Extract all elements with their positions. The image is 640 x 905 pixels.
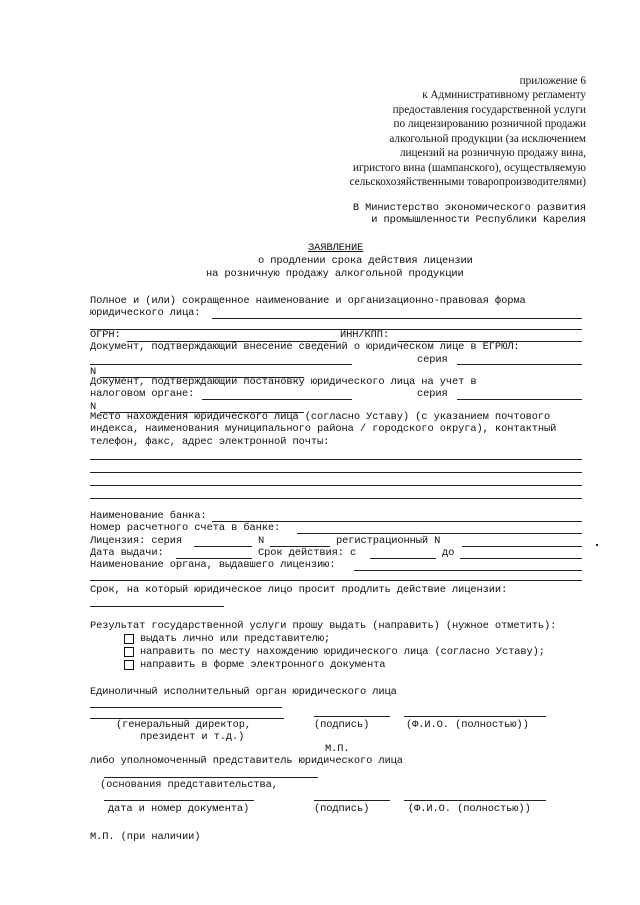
recipient-line: В Министерство экономического развития [352, 202, 586, 214]
ogrn-label: ОГРН: [90, 329, 121, 341]
reg-n-label: регистрационный N [336, 535, 441, 547]
term-label: Срок, на который юридическое лицо просит продлить действие лицензии: [90, 584, 508, 596]
role-caption: (генеральный директор, [116, 719, 251, 731]
issuer-field[interactable] [354, 570, 582, 571]
fio-caption: (Ф.И.О. (полностью)) [408, 803, 531, 815]
bank-label: Наименование банка: [90, 510, 207, 522]
inn-label: ИНН/КПП: [340, 329, 390, 341]
annex-line: приложение 6 [519, 75, 586, 87]
license-series-label: Лицензия: серия [90, 535, 183, 547]
basis-field-2[interactable] [104, 800, 254, 801]
address-label: Место нахождения юридического лица (согласно Уставу) (с указанием почтового [90, 411, 551, 423]
reg-number-field[interactable] [462, 546, 582, 547]
account-label: Номер расчетного счета в банке: [90, 522, 281, 534]
option-checkbox-by-mail[interactable] [124, 647, 134, 657]
annex-line: алкогольной продукции (за исключением [389, 133, 586, 145]
address-field-line[interactable] [90, 459, 582, 460]
basis-caption-cont: дата и номер документа) [108, 803, 250, 815]
account-field[interactable] [297, 533, 582, 534]
fio-caption: (Ф.И.О. (полностью)) [406, 719, 529, 731]
option-checkbox-electronic[interactable] [124, 660, 134, 670]
egrul-series-label: серия [417, 354, 448, 366]
annex-line: лицензий на розничную продажу вина, [399, 147, 586, 159]
address-field-line[interactable] [90, 498, 582, 499]
name-field-line[interactable] [212, 318, 582, 319]
executive-heading: Единоличный исполнительный орган юридического лица [90, 686, 397, 698]
license-series-field[interactable] [194, 546, 252, 547]
option-label: направить в форме электронного документа [140, 659, 386, 671]
tax-label-cont: налоговом органе: [90, 388, 195, 400]
egrul-label: Документ, подтверждающий внесение сведений о юридическом лице в ЕГРЮЛ: [90, 341, 520, 353]
stamp-note: М.П. (при наличии) [90, 831, 201, 843]
annex-line: предоставления государственной услуги [392, 104, 586, 116]
option-label: выдать лично или представителю; [140, 633, 331, 645]
signature-caption: (подпись) [314, 803, 370, 815]
validity-to-field[interactable] [460, 558, 582, 559]
title-subline: о продлении срока действия лицензии [258, 255, 473, 267]
option-checkbox-in-person[interactable] [124, 634, 134, 644]
address-label-cont: индекса, наименования муниципального района / городского округа), контактный [90, 423, 557, 435]
annex-line: сельскохозяйственными товаропроизводителями) [349, 176, 586, 188]
annex-line: игристого вина (шампанского), осуществляемую [352, 162, 586, 174]
result-label: Результат государственной услуги прошу выдать (направить) (нужное отметить): [90, 620, 557, 632]
name-label: Полное и (или) сокращенное наименование и организационно-правовая форма [90, 295, 526, 307]
annex-line: к Административному регламенту [422, 89, 586, 101]
issuer-label: Наименование органа, выдавшего лицензию: [90, 559, 336, 571]
term-field[interactable] [90, 606, 224, 607]
name-field-line-2[interactable] [90, 329, 582, 330]
scan-mark [596, 544, 598, 546]
name-label-cont: юридического лица: [90, 307, 201, 319]
address-field-line[interactable] [90, 485, 582, 486]
basis-field[interactable] [104, 777, 318, 778]
annex-line: по лицензированию розничной продажи [393, 118, 586, 130]
title-subline: на розничную продажу алкогольной продукции [206, 268, 464, 280]
executive-role-field[interactable] [90, 707, 282, 708]
issue-date-label: Дата выдачи: [90, 547, 164, 559]
basis-caption: (основания представительства, [100, 779, 278, 791]
validity-from-field[interactable] [370, 558, 436, 559]
license-n-label: N [258, 535, 265, 547]
representative-fio-field[interactable] [404, 800, 546, 801]
option-label: направить по месту нахождению юридического лица (согласно Уставу); [140, 646, 545, 658]
representative-heading: либо уполномоченный представитель юридического лица [90, 755, 403, 767]
tax-series-label: серия [417, 388, 448, 400]
executive-signature-field[interactable] [314, 716, 390, 717]
tax-label: Документ, подтверждающий постановку юридического лица на учет в [90, 376, 477, 388]
recipient-line: и промышленности Республики Карелия [371, 214, 586, 226]
executive-fio-field[interactable] [404, 716, 546, 717]
tax-doc-field[interactable] [202, 399, 352, 400]
page-title: ЗАЯВЛЕНИЕ [308, 242, 364, 254]
signature-caption: (подпись) [314, 719, 370, 731]
address-label-cont: телефон, факс, адрес электронной почты: [90, 436, 330, 448]
role-caption-cont: президент и т.д.) [140, 731, 245, 743]
egrul-series-field[interactable] [457, 364, 582, 365]
egrul-number-label: N [90, 366, 97, 378]
address-field-line[interactable] [90, 472, 582, 473]
validity-label: Срок действия: с [258, 547, 357, 559]
tax-series-field[interactable] [457, 399, 582, 400]
stamp-mark: М.П. [325, 743, 350, 755]
issuer-field-line-2[interactable] [90, 580, 582, 581]
representative-signature-field[interactable] [314, 800, 390, 801]
tax-number-label: N [90, 401, 97, 413]
egrul-doc-field[interactable] [90, 364, 352, 365]
validity-to-label: до [442, 547, 455, 559]
